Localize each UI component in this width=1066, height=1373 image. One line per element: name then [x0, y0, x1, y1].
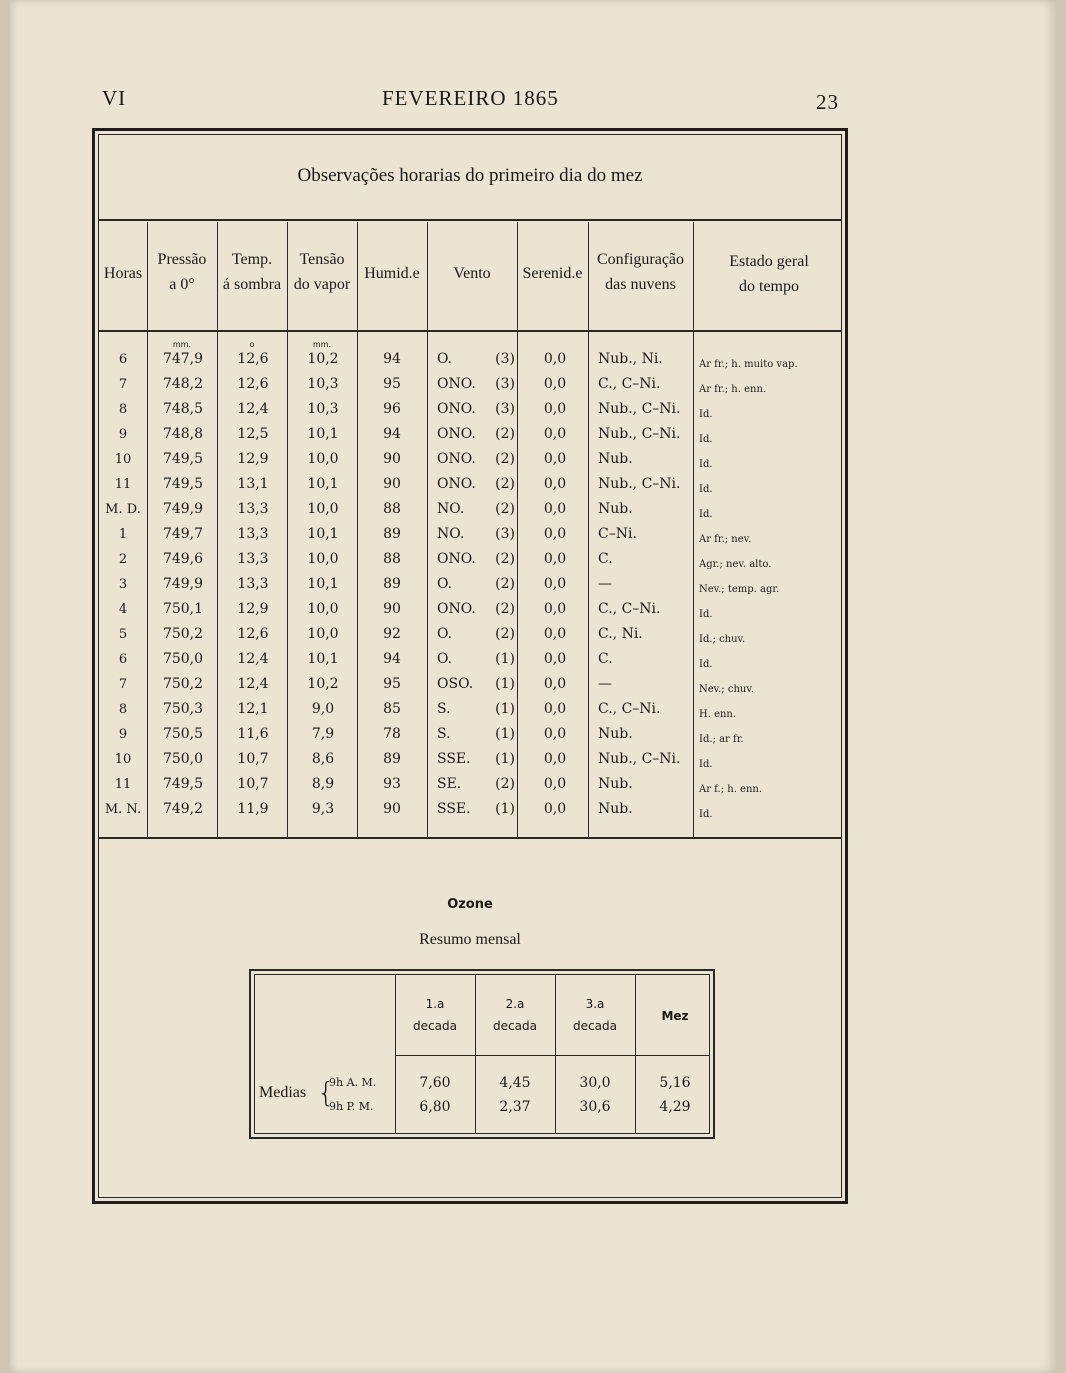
cell-hora: 4: [118, 602, 128, 617]
cell-estado: Id.: [699, 809, 713, 820]
table-row: [99, 547, 841, 572]
cell-tensao: 10,2: [307, 351, 339, 367]
cell-vento-dir: SSE.: [437, 751, 471, 767]
cell-vento-dir: ONO.: [437, 376, 476, 392]
cell-serenid: 0,0: [543, 626, 567, 642]
rule-below-header: [99, 330, 841, 332]
oz-header-decada-1-num: 1.a: [425, 997, 445, 1011]
cell-serenid: 0,0: [543, 551, 567, 567]
header-config: [588, 247, 693, 297]
cell-vento-dir: SE.: [437, 776, 462, 792]
cell-temp: 11,9: [237, 801, 269, 817]
cell-estado: Id.: [699, 659, 713, 670]
cell-pressao: 750,2: [162, 676, 204, 692]
table-row: [99, 722, 841, 747]
cell-temp: 12,6: [237, 351, 269, 367]
header-tensao: [287, 247, 357, 297]
cell-config: Nub.: [598, 776, 633, 792]
header-estado-line1: Estado geral: [729, 253, 809, 270]
oz-value: 30,6: [579, 1099, 611, 1115]
table-row: [99, 572, 841, 597]
cell-pressao: 749,2: [162, 801, 204, 817]
cell-temp: 12,5: [237, 426, 269, 442]
cell-tensao: 10,1: [307, 576, 339, 592]
cell-humid: 92: [383, 626, 401, 642]
cell-serenid: 0,0: [543, 401, 567, 417]
cell-pressao: 749,5: [162, 776, 204, 792]
cell-config: —: [598, 676, 612, 692]
cell-serenid: 0,0: [543, 351, 567, 367]
table-row: [99, 672, 841, 697]
cell-vento-dir: OSO.: [437, 676, 474, 692]
cell-temp: 12,1: [237, 701, 269, 717]
header-config-line1: Configuração: [596, 251, 685, 268]
cell-config: —: [598, 576, 612, 592]
cell-estado: Id.: [699, 459, 713, 470]
cell-tensao: 9,3: [311, 801, 335, 817]
cell-config: Nub.: [598, 801, 633, 817]
oz-header-mez: Mez: [661, 1009, 689, 1023]
ozone-table: [249, 969, 715, 1139]
cell-pressao: 750,5: [162, 726, 204, 742]
header-vento: Vento: [453, 265, 491, 282]
cell-vento-forca: (2): [495, 776, 515, 792]
cell-serenid: 0,0: [543, 676, 567, 692]
cell-temp: 12,4: [237, 676, 269, 692]
cell-tensao: 10,3: [307, 401, 339, 417]
running-head-center: FEVEREIRO 1865: [382, 86, 559, 110]
oz-value: 4,45: [499, 1075, 531, 1091]
header-tensao-line2: do vapor: [293, 276, 351, 293]
cell-serenid: 0,0: [543, 526, 567, 542]
page-number: 23: [816, 90, 839, 114]
header-pressao: [147, 247, 217, 297]
cell-vento-forca: (3): [495, 376, 515, 392]
cell-estado: Id.: [699, 759, 713, 770]
unit-tensao: mm.: [312, 340, 332, 349]
cell-temp: 12,4: [237, 651, 269, 667]
cell-hora: M. D.: [105, 502, 141, 517]
cell-vento-forca: (3): [495, 351, 515, 367]
cell-temp: 13,3: [237, 576, 269, 592]
cell-serenid: 0,0: [543, 601, 567, 617]
table-row: [99, 447, 841, 472]
cell-hora: M. N.: [104, 802, 142, 817]
cell-estado: Ar fr.; h. enn.: [699, 384, 767, 395]
cell-estado: Id.: [699, 509, 713, 520]
cell-serenid: 0,0: [543, 801, 567, 817]
cell-tensao: 8,6: [311, 751, 335, 767]
cell-hora: 2: [118, 552, 128, 567]
table-row: [99, 647, 841, 672]
cell-tensao: 10,3: [307, 376, 339, 392]
cell-vento-forca: (1): [495, 726, 515, 742]
oz-header-rule: [395, 1055, 709, 1056]
cell-vento-forca: (2): [495, 476, 515, 492]
cell-temp: 12,6: [237, 376, 269, 392]
cell-vento-dir: S.: [437, 701, 451, 717]
cell-pressao: 749,5: [162, 476, 204, 492]
oz-header-decada-3-num: 3.a: [585, 997, 605, 1011]
cell-hora: 7: [118, 677, 128, 692]
table-row: [99, 697, 841, 722]
oz-value: 4,29: [659, 1099, 691, 1115]
cell-config: Nub., C–Ni.: [598, 476, 681, 492]
cell-hora: 1: [118, 527, 128, 542]
cell-vento-forca: (2): [495, 551, 515, 567]
cell-humid: 95: [383, 376, 401, 392]
cell-vento-forca: (1): [495, 651, 515, 667]
cell-tensao: 10,0: [307, 601, 339, 617]
running-head: [10, 86, 1056, 116]
oz-header-decada-1-label: decada: [413, 1019, 457, 1033]
cell-estado: Id.; chuv.: [699, 634, 746, 645]
cell-pressao: 748,2: [162, 376, 204, 392]
header-temp-line1: Temp.: [231, 251, 273, 268]
cell-humid: 94: [383, 351, 401, 367]
cell-vento-dir: O.: [437, 351, 453, 367]
brace-icon: {: [317, 1076, 335, 1109]
observations-table: [98, 134, 842, 1198]
cell-humid: 94: [383, 651, 401, 667]
cell-estado: Nev.; temp. agr.: [699, 584, 780, 595]
table-row: [99, 497, 841, 522]
cell-hora: 8: [118, 702, 128, 717]
cell-tensao: 9,0: [311, 701, 335, 717]
header-config-line2: das nuvens: [605, 276, 676, 293]
cell-vento-forca: (1): [495, 801, 515, 817]
cell-temp: 10,7: [237, 776, 269, 792]
cell-serenid: 0,0: [543, 426, 567, 442]
cell-tensao: 7,9: [311, 726, 335, 742]
cell-humid: 85: [383, 701, 401, 717]
cell-humid: 90: [383, 601, 401, 617]
cell-tensao: 10,2: [307, 676, 339, 692]
cell-temp: 12,6: [237, 626, 269, 642]
cell-hora: 10: [114, 752, 132, 767]
cell-vento-dir: ONO.: [437, 401, 476, 417]
cell-tensao: 10,0: [307, 501, 339, 517]
cell-config: C–Ni.: [598, 526, 637, 542]
oz-value: 30,0: [579, 1075, 611, 1091]
cell-hora: 7: [118, 377, 128, 392]
cell-vento-forca: (3): [495, 401, 515, 417]
cell-estado: Id.: [699, 409, 713, 420]
running-head-left: VI: [102, 86, 127, 110]
cell-vento-dir: O.: [437, 576, 453, 592]
cell-hora: 10: [114, 452, 132, 467]
cell-vento-dir: ONO.: [437, 601, 476, 617]
cell-vento-dir: S.: [437, 726, 451, 742]
header-horas: Horas: [103, 265, 143, 282]
cell-vento-forca: (2): [495, 451, 515, 467]
cell-hora: 5: [118, 627, 128, 642]
cell-tensao: 10,1: [307, 426, 339, 442]
cell-humid: 88: [383, 501, 401, 517]
table-row: [99, 522, 841, 547]
cell-pressao: 750,0: [162, 751, 204, 767]
document-page: [10, 0, 1056, 1373]
oz-row-label: Medias: [259, 1084, 307, 1101]
cell-serenid: 0,0: [543, 701, 567, 717]
cell-pressao: 748,5: [162, 401, 204, 417]
cell-config: C., C–Ni.: [598, 601, 661, 617]
cell-estado: Id.: [699, 609, 713, 620]
table-row: [99, 397, 841, 422]
cell-pressao: 750,3: [162, 701, 204, 717]
table-row: [99, 747, 841, 772]
cell-config: Nub., C–Ni.: [598, 401, 681, 417]
cell-pressao: 749,5: [162, 451, 204, 467]
cell-temp: 12,9: [237, 601, 269, 617]
table-row: [99, 597, 841, 622]
cell-temp: 12,9: [237, 451, 269, 467]
cell-humid: 93: [383, 776, 401, 792]
cell-tensao: 10,0: [307, 551, 339, 567]
cell-temp: 13,3: [237, 501, 269, 517]
table-row: [99, 622, 841, 647]
cell-estado: Nev.; chuv.: [699, 684, 754, 695]
cell-estado: Id.: [699, 484, 713, 495]
header-humid: Humid.e: [364, 265, 420, 282]
cell-pressao: 750,0: [162, 651, 204, 667]
table-row: [99, 797, 841, 822]
cell-hora: 8: [118, 402, 128, 417]
cell-humid: 88: [383, 551, 401, 567]
cell-estado: Id.; ar fr.: [699, 734, 744, 745]
cell-estado: H. enn.: [699, 709, 737, 720]
header-estado: [693, 249, 845, 299]
oz-value: 5,16: [659, 1075, 691, 1091]
cell-serenid: 0,0: [543, 751, 567, 767]
table-row: [99, 772, 841, 797]
cell-humid: 96: [383, 401, 401, 417]
cell-vento-dir: ONO.: [437, 426, 476, 442]
cell-humid: 89: [383, 526, 401, 542]
cell-vento-forca: (1): [495, 751, 515, 767]
cell-config: Nub.: [598, 451, 633, 467]
cell-config: Nub., C–Ni.: [598, 751, 681, 767]
cell-humid: 89: [383, 576, 401, 592]
cell-vento-forca: (2): [495, 501, 515, 517]
table-row: [99, 347, 841, 372]
cell-hora: 6: [118, 652, 128, 667]
cell-humid: 94: [383, 426, 401, 442]
cell-serenid: 0,0: [543, 776, 567, 792]
cell-vento-dir: SSE.: [437, 801, 471, 817]
cell-pressao: 749,6: [162, 551, 204, 567]
cell-hora: 11: [114, 777, 132, 792]
cell-config: C., C–Ni.: [598, 376, 661, 392]
cell-config: C., Ni.: [598, 626, 643, 642]
cell-vento-dir: NO.: [437, 526, 465, 542]
cell-tensao: 10,1: [307, 651, 339, 667]
cell-tensao: 10,0: [307, 626, 339, 642]
rule-below-data: [99, 837, 841, 839]
cell-config: C.: [598, 651, 613, 667]
cell-temp: 10,7: [237, 751, 269, 767]
cell-hora: 9: [118, 427, 128, 442]
oz-time-label: 9h P. M.: [329, 1100, 374, 1113]
cell-pressao: 749,9: [162, 576, 204, 592]
cell-pressao: 750,1: [162, 601, 204, 617]
cell-temp: 13,3: [237, 526, 269, 542]
cell-humid: 95: [383, 676, 401, 692]
cell-serenid: 0,0: [543, 376, 567, 392]
cell-config: Nub., Ni.: [598, 351, 663, 367]
cell-vento-dir: O.: [437, 626, 453, 642]
cell-estado: Ar f.; h. enn.: [699, 784, 763, 795]
cell-vento-forca: (2): [495, 626, 515, 642]
cell-estado: Agr.; nev. alto.: [699, 559, 772, 570]
oz-value: 6,80: [419, 1099, 451, 1115]
cell-tensao: 10,0: [307, 451, 339, 467]
cell-config: C., C–Ni.: [598, 701, 661, 717]
header-temp-line2: á sombra: [222, 276, 282, 293]
cell-tensao: 10,1: [307, 526, 339, 542]
cell-vento-dir: ONO.: [437, 451, 476, 467]
header-estado-line2: do tempo: [739, 278, 799, 295]
cell-vento-forca: (3): [495, 526, 515, 542]
cell-vento-forca: (2): [495, 576, 515, 592]
header-pressao-line2: a 0°: [169, 276, 195, 293]
cell-hora: 9: [118, 727, 128, 742]
unit-temp: o: [249, 340, 255, 349]
cell-hora: 6: [118, 352, 128, 367]
cell-humid: 89: [383, 751, 401, 767]
cell-serenid: 0,0: [543, 451, 567, 467]
cell-serenid: 0,0: [543, 476, 567, 492]
cell-vento-dir: O.: [437, 651, 453, 667]
header-tensao-line1: Tensão: [299, 251, 345, 268]
table-row: [99, 372, 841, 397]
cell-tensao: 8,9: [311, 776, 335, 792]
cell-vento-forca: (2): [495, 426, 515, 442]
cell-config: Nub.: [598, 501, 633, 517]
header-pressao-line1: Pressão: [157, 251, 207, 268]
cell-serenid: 0,0: [543, 501, 567, 517]
oz-time-label: 9h A. M.: [329, 1076, 377, 1089]
cell-vento-forca: (1): [495, 676, 515, 692]
cell-humid: 90: [383, 476, 401, 492]
oz-value: 2,37: [499, 1099, 531, 1115]
cell-pressao: 750,2: [162, 626, 204, 642]
ozone-title: Ozone: [447, 897, 493, 912]
header-serenid: Serenid.e: [522, 265, 583, 282]
cell-vento-dir: ONO.: [437, 551, 476, 567]
cell-humid: 90: [383, 801, 401, 817]
cell-temp: 13,1: [237, 476, 269, 492]
cell-hora: 11: [114, 477, 132, 492]
oz-value: 7,60: [419, 1075, 451, 1091]
header-temp: [217, 247, 287, 297]
cell-temp: 13,3: [237, 551, 269, 567]
oz-header-decada-2: [475, 993, 555, 1037]
cell-config: C.: [598, 551, 613, 567]
cell-tensao: 10,1: [307, 476, 339, 492]
rule-below-title: [99, 219, 841, 221]
unit-pressao: mm.: [172, 340, 192, 349]
oz-header-decada-3-label: decada: [573, 1019, 617, 1033]
oz-header-decada-1: [395, 993, 475, 1037]
observations-frame: [92, 128, 848, 1204]
cell-temp: 11,6: [237, 726, 269, 742]
cell-estado: Id.: [699, 434, 713, 445]
cell-estado: Ar fr.; nev.: [699, 534, 752, 545]
cell-vento-forca: (2): [495, 601, 515, 617]
cell-pressao: 749,7: [162, 526, 204, 542]
cell-serenid: 0,0: [543, 651, 567, 667]
oz-header-decada-3: [555, 993, 635, 1037]
cell-vento-dir: NO.: [437, 501, 465, 517]
cell-vento-dir: ONO.: [437, 476, 476, 492]
cell-humid: 78: [383, 726, 401, 742]
oz-header-decada-2-label: decada: [493, 1019, 537, 1033]
cell-config: Nub.: [598, 726, 633, 742]
cell-estado: Ar fr.; h. muito vap.: [699, 359, 798, 370]
table-row: [99, 472, 841, 497]
cell-pressao: 747,9: [162, 351, 204, 367]
oz-header-decada-2-num: 2.a: [505, 997, 525, 1011]
cell-serenid: 0,0: [543, 576, 567, 592]
ozone-table-inner: [254, 974, 710, 1134]
table-title: Observações horarias do primeiro dia do mez: [297, 165, 643, 186]
cell-temp: 12,4: [237, 401, 269, 417]
table-row: [99, 422, 841, 447]
cell-hora: 3: [118, 577, 128, 592]
cell-pressao: 748,8: [162, 426, 204, 442]
cell-config: Nub., C–Ni.: [598, 426, 681, 442]
cell-serenid: 0,0: [543, 726, 567, 742]
ozone-subtitle: Resumo mensal: [419, 931, 521, 948]
cell-vento-forca: (1): [495, 701, 515, 717]
cell-pressao: 749,9: [162, 501, 204, 517]
cell-humid: 90: [383, 451, 401, 467]
